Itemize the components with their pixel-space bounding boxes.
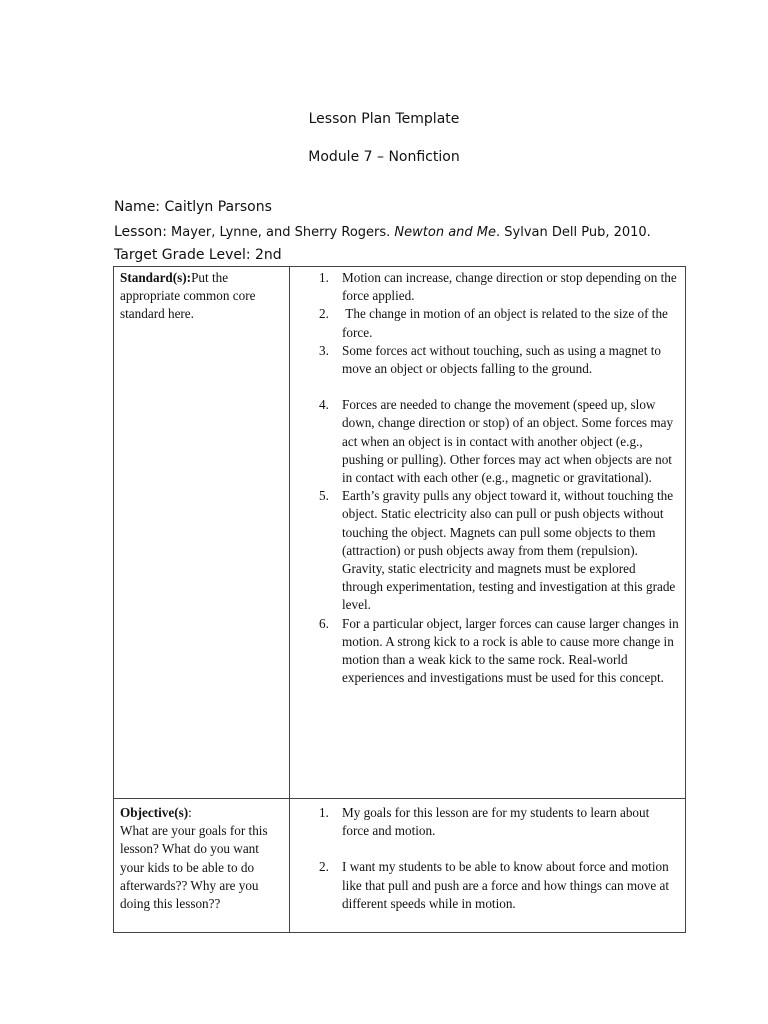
target-grade-level: Target Grade Level: 2nd [114,247,282,263]
name-value: Caitlyn Parsons [160,199,272,215]
list-item: 3. Some forces act without touching, such as using a magnet to move an object or objects falling to the ground. [319,342,661,377]
objectives-row [114,799,686,933]
list-item: 6. For a particular object, larger forces can cause larger changes in motion. A strong kick to a rock is able to cause more change in motion than a weak kick to the same rock. Real-world experiences and investigations must be used for this concept. [319,615,679,686]
standards-list [296,269,679,687]
objectives-label: Objective(s) [120,805,189,820]
list-item: 2. The change in motion of an object is related to the size of the force. [319,306,668,340]
lesson-plan-table [113,266,686,933]
list-item: 4. Forces are needed to change the movement (speed up, slow down, change direction or stop) of an object. Some forces may act when an object is in contact with another object (e.g., pushing or pulling). Other forces may act when objects are not in contact with each other (e.g., magnetic or gravitational). [319,397,674,486]
name-line [114,199,272,215]
objectives-prompt: What are your goals for this lesson? What do you want your kids to be able to do afterwards?? Why are you doing this lesson?? [120,823,268,912]
lesson-authors: Mayer, Lynne, and Sherry Rogers. [166,225,395,240]
lesson-publisher: . Sylvan Dell Pub, 2010. [496,225,651,240]
objectives-colon: : [188,805,192,820]
module-title: Module 7 – Nonfiction [308,149,460,165]
list-item: 1. My goals for this lesson are for my students to learn about force and motion. [319,805,650,839]
objectives-list [296,804,679,913]
standards-label: Standard(s): [120,270,192,285]
standards-content-cell [290,267,686,799]
list-item: 5. Earth’s gravity pulls any object toward it, without touching the object. Static electricity also can pull or push objects without touching the object. Magnets can pull some objects to them (attraction) or push objects away from them (repulsion). Gravity, static electricity and magnets must be explored through experimentation, testing and investigation at this grade level. [319,488,676,613]
list-item: 1. Motion can increase, change direction or stop depending on the force applied. [319,270,677,304]
objectives-label-cell [114,799,290,933]
lesson-line [114,224,651,240]
name-label: Name: [114,199,161,215]
lesson-book-title: Newton and Me [394,225,497,240]
objectives-content-cell [290,799,686,933]
standards-prompt: Put the appropriate common core standard here. [120,270,256,322]
standards-label-cell [114,267,290,799]
document-title: Lesson Plan Template [308,111,460,127]
standards-row [114,267,686,799]
list-item: 2. I want my students to be able to know about force and motion like that pull and push are a force and how things can move at different speeds while in motion. [319,859,670,911]
lesson-label: Lesson: [114,224,167,240]
